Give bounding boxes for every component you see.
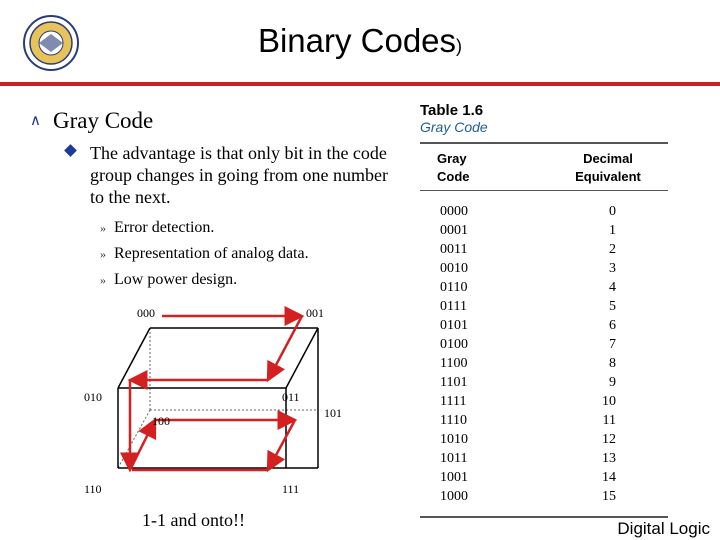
vertex-label-101: 101 — [324, 406, 342, 420]
table-cell-gray: 0000 — [440, 204, 468, 219]
table-cell-gray: 0110 — [440, 280, 468, 295]
table-cell-decimal: 9 — [609, 375, 616, 390]
gray-code-column — [440, 202, 468, 506]
bullet-advantage: The advantage is that only bit in the code group changes in going from one number to the next. — [66, 142, 396, 208]
table-cell-decimal: 3 — [609, 261, 616, 276]
sub-bullet-low-power: » Low power design. — [100, 271, 238, 288]
table-cell-gray: 1111 — [440, 394, 467, 409]
table-cell-gray: 1001 — [440, 470, 468, 485]
caret-bullet-icon: ∧ — [30, 111, 41, 129]
table-cell-decimal: 11 — [602, 413, 616, 428]
table-cell-decimal: 14 — [602, 470, 616, 485]
table-cell-gray: 0001 — [440, 223, 468, 238]
table-cell-gray: 1101 — [440, 375, 468, 390]
vertex-label-010: 010 — [84, 390, 102, 404]
table-top-rule — [420, 142, 668, 144]
vertex-label-001: 001 — [306, 306, 324, 320]
footer-label: Digital Logic — [617, 519, 710, 538]
table-cell-gray: 0100 — [440, 337, 468, 352]
table-cell-decimal: 4 — [609, 280, 616, 295]
table-cell-decimal: 13 — [602, 451, 616, 466]
chevron-bullet-icon: » — [100, 273, 106, 287]
vertex-label-110: 110 — [84, 482, 102, 496]
col-header-gray-code: Gray Code — [437, 151, 470, 184]
table-cell-gray: 0010 — [440, 261, 468, 276]
table-cell-decimal: 12 — [602, 432, 616, 447]
chevron-bullet-icon: » — [100, 247, 106, 261]
table-name: Gray Code — [420, 119, 488, 135]
slide-title: Binary Codes) — [257, 22, 463, 59]
table-cell-decimal: 6 — [609, 318, 616, 333]
cube-caption: 1-1 and onto!! — [142, 510, 245, 530]
table-cell-decimal: 2 — [609, 242, 616, 257]
table-header-rule — [420, 190, 668, 191]
table-cell-gray: 1011 — [440, 451, 468, 466]
table-cell-gray: 1010 — [440, 432, 468, 447]
sub-bullet-error-detection: » Error detection. — [100, 219, 215, 236]
table-cell-decimal: 10 — [602, 394, 616, 409]
table-cell-gray: 0011 — [440, 242, 468, 257]
vertex-label-111: 111 — [282, 482, 300, 496]
decimal-column — [590, 202, 616, 506]
table-caption — [420, 102, 488, 135]
vertex-label-000: 000 — [137, 306, 155, 320]
table-cell-decimal: 7 — [609, 337, 616, 352]
table-number: Table 1.6 — [420, 102, 484, 119]
vertex-label-011: 011 — [282, 390, 300, 404]
gray-code-path — [130, 316, 302, 470]
table-cell-gray: 0101 — [440, 318, 468, 333]
table-bottom-rule — [420, 516, 668, 518]
sub-bullet-analog-data: » Representation of analog data. — [100, 245, 309, 262]
vertex-label-100: 100 — [152, 414, 170, 428]
chevron-bullet-icon: » — [100, 221, 106, 235]
bullet-gray-code: ∧ Gray Code — [30, 108, 154, 133]
table-cell-decimal: 0 — [609, 204, 616, 219]
col-header-decimal: Decimal Equivalent — [575, 151, 641, 184]
table-cell-gray: 1100 — [440, 356, 468, 371]
table-cell-decimal: 15 — [602, 489, 616, 504]
table-cell-gray: 1110 — [440, 413, 467, 428]
table-cell-decimal: 5 — [609, 299, 616, 314]
table-cell-decimal: 8 — [609, 356, 616, 371]
table-cell-gray: 0111 — [440, 299, 467, 314]
table-cell-gray: 1000 — [440, 489, 468, 504]
table-cell-decimal: 1 — [609, 223, 616, 238]
